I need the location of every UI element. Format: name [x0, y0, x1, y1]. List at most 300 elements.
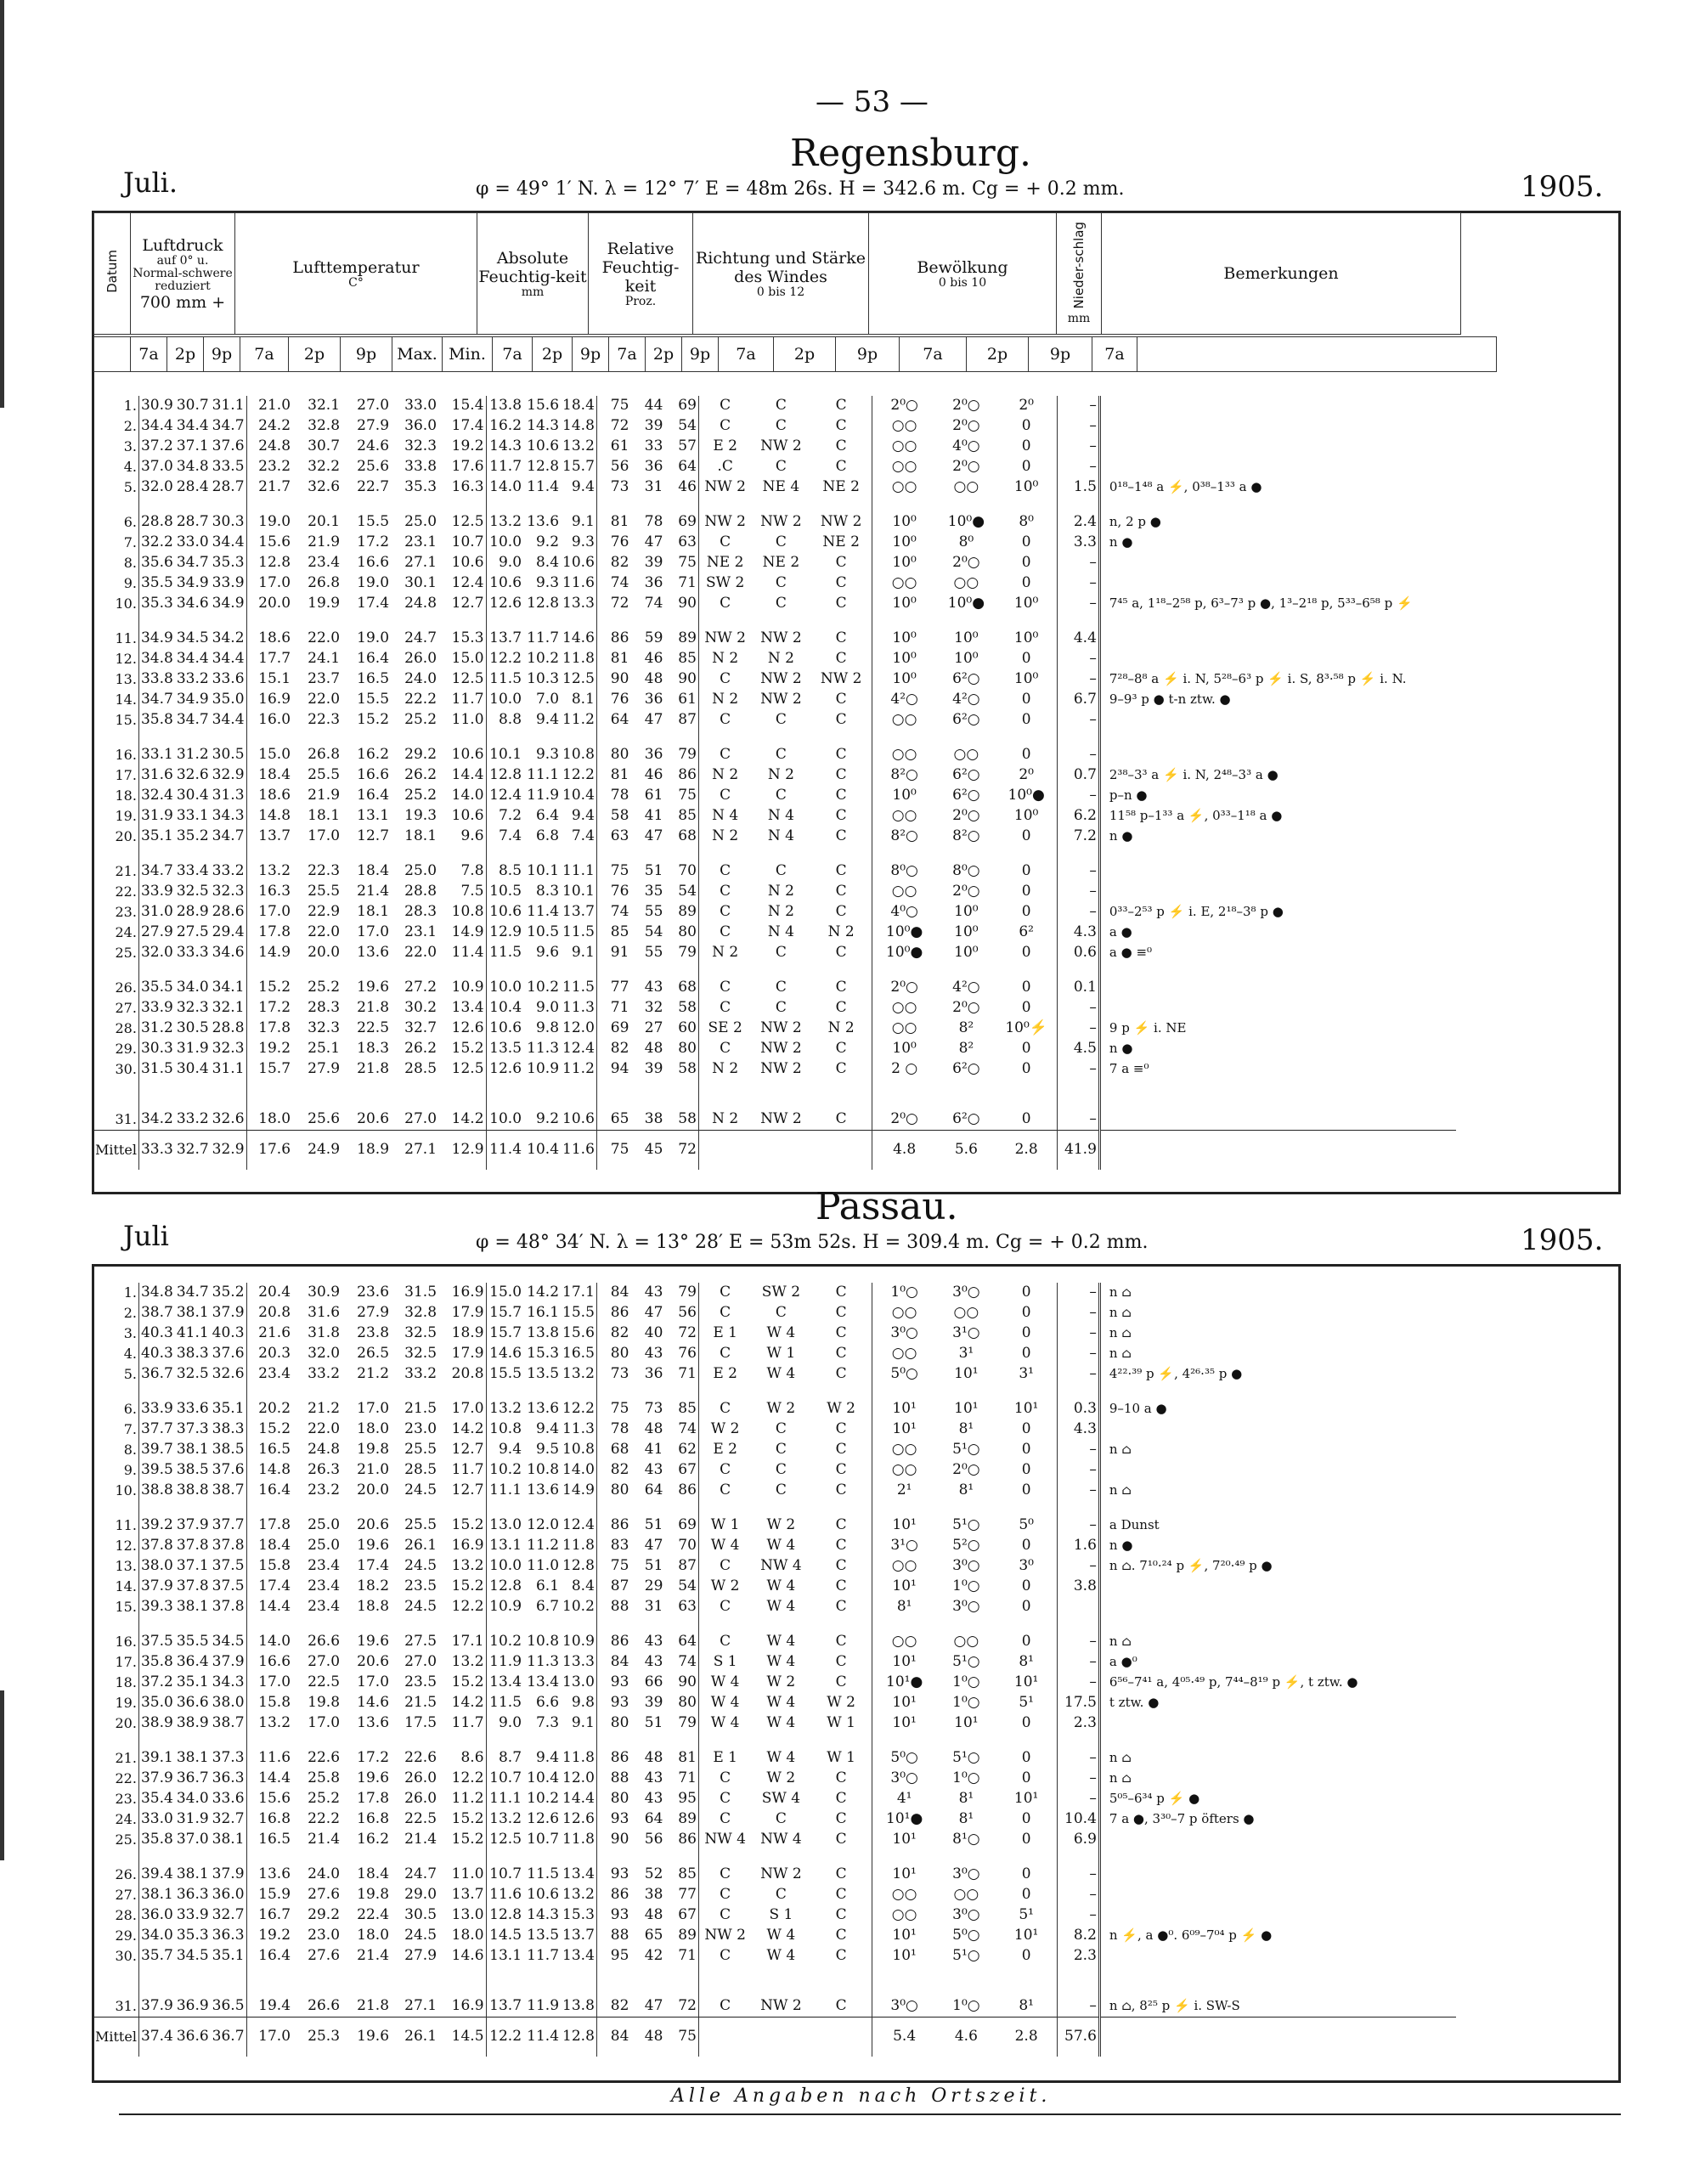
value-cell: C	[835, 629, 847, 647]
value-cell: 8²○	[952, 827, 980, 844]
value-cell: 17.0	[357, 923, 390, 940]
value-cell: 65	[644, 1926, 663, 1944]
value-cell: 14.9	[562, 1481, 595, 1498]
value-cell: 22.2	[308, 1809, 341, 1827]
value-cell: 34.3	[212, 1673, 245, 1690]
value-cell: 6²○	[952, 669, 980, 687]
value-cell: 0	[1021, 902, 1031, 920]
spacer-cell	[630, 730, 664, 745]
value-cell: 2⁰○	[872, 1109, 936, 1130]
spacer-cell	[872, 1500, 936, 1515]
spacer-cell	[341, 1966, 391, 1981]
value-cell: 8¹	[1019, 1653, 1034, 1671]
spacer-cell	[561, 1733, 596, 1748]
value-cell: 22.0	[404, 943, 437, 961]
value-cell: 12.7	[451, 1481, 484, 1498]
value-cell: 0	[1021, 1713, 1031, 1731]
value-cell: 8²○	[872, 765, 936, 786]
value-cell: 5.4	[872, 2017, 936, 2057]
value-cell: 16.9	[451, 1537, 484, 1555]
value-cell: 34.4	[212, 650, 245, 668]
value-cell: 13.2	[486, 1809, 523, 1829]
spacer-cell	[175, 1849, 211, 1865]
value-cell: 7.2	[486, 805, 523, 826]
remarks-cell: n ⚡, a ●⁰. 6⁰⁹–7⁰⁴ p ⚡ ●	[1099, 1925, 1456, 1945]
value-cell: 10⁰	[872, 669, 936, 690]
value-cell: 95	[596, 1945, 630, 1966]
value-cell: 13.2	[451, 1653, 484, 1671]
value-cell: 35.0	[138, 1692, 174, 1713]
remarks-cell	[1099, 745, 1456, 765]
value-cell: 32.2	[138, 533, 174, 553]
value-cell: 36	[644, 690, 663, 708]
value-cell: 10.2	[562, 1597, 595, 1615]
value-cell: 42	[644, 1946, 663, 1964]
spacer-cell	[292, 1981, 341, 1996]
spacer-cell	[698, 962, 751, 978]
spacer-cell	[872, 1849, 936, 1865]
value-cell: 10¹	[872, 1399, 936, 1419]
value-cell: 89	[678, 1926, 697, 1944]
spacer-cell	[996, 730, 1057, 745]
remarks-cell: n ⌂	[1099, 1480, 1456, 1500]
value-cell: 11.0	[527, 1556, 560, 1574]
value-cell: 35.3	[212, 553, 245, 571]
table-row	[93, 1769, 1456, 1789]
value-cell: 20.8	[246, 1303, 292, 1323]
value-cell: 34.7	[176, 710, 209, 728]
value-cell: 34.9	[176, 690, 209, 708]
value-cell: 31.9	[138, 805, 174, 826]
value-cell: 14.5	[486, 1925, 523, 1945]
spacer-cell	[391, 1981, 438, 1996]
spacer-cell	[936, 1094, 996, 1109]
value-cell: 34.6	[176, 594, 209, 612]
value-cell: 2.8	[996, 1130, 1057, 1170]
remarks-cell: n ⌂	[1099, 1748, 1456, 1769]
value-cell: C	[775, 1481, 787, 1498]
value-cell: 16.8	[357, 1809, 390, 1827]
spacer-cell	[664, 1500, 698, 1515]
value-cell: 48	[644, 1749, 663, 1767]
value-cell: 75	[664, 2017, 698, 2057]
spacer-cell	[936, 613, 996, 629]
value-cell: 13.1	[486, 1536, 523, 1556]
value-cell: 16.5	[357, 669, 390, 687]
spacer-cell	[138, 1617, 174, 1632]
spacer-cell	[175, 613, 211, 629]
value-cell: 0	[1021, 1110, 1031, 1128]
value-cell: 10¹	[1013, 1789, 1039, 1807]
value-cell: 14.2	[451, 1693, 484, 1711]
date-cell: 10.	[115, 595, 137, 612]
value-cell: 37.5	[212, 1556, 245, 1574]
value-cell: 38.5	[212, 1440, 245, 1458]
value-cell: 10⁰	[872, 786, 936, 806]
value-cell: ○○	[872, 1632, 936, 1652]
value-cell: 61	[678, 690, 697, 708]
value-cell: 19.0	[357, 629, 390, 647]
value-cell: 10.6	[451, 553, 484, 571]
value-cell: 8²	[958, 1019, 974, 1036]
value-cell: –	[1057, 593, 1099, 613]
value-cell: C	[835, 1946, 847, 1964]
value-cell: 10.7	[527, 1830, 560, 1848]
value-cell: 1⁰○	[952, 1693, 980, 1711]
value-cell: 69	[678, 397, 697, 415]
lufttemperatur-header-label: Lufttemperatur	[292, 257, 420, 277]
station-name: Passau.	[816, 1185, 958, 1228]
value-cell: 15.2	[451, 1577, 484, 1594]
value-cell: 27.0	[357, 397, 390, 415]
value-cell: 36	[644, 746, 663, 764]
value-cell: 30.4	[176, 1059, 209, 1077]
value-cell: 10⁰●	[872, 942, 936, 962]
value-cell: 32.9	[211, 1130, 246, 1170]
date-cell: 21.	[115, 1750, 137, 1767]
value-cell: 10¹	[872, 1576, 936, 1596]
value-cell: 7.8	[460, 862, 484, 880]
spacer-cell	[596, 1500, 630, 1515]
spacer-cell	[751, 1849, 810, 1865]
table-row	[93, 1419, 1456, 1440]
value-cell: 9.4	[535, 1420, 560, 1438]
value-cell: 13.1	[486, 1945, 523, 1966]
spacer-cell	[246, 1733, 292, 1748]
value-cell: 31.8	[308, 1323, 341, 1341]
spacer-cell	[872, 1094, 936, 1109]
spacer-cell	[211, 962, 246, 978]
group-spacer	[93, 1617, 1456, 1632]
value-cell: 51	[644, 1556, 663, 1574]
lufttemperatur-header-unit: C°	[348, 275, 364, 290]
value-cell: 4²○	[952, 979, 980, 996]
value-cell: 21.4	[357, 883, 390, 900]
value-cell: 0	[1021, 1769, 1031, 1787]
value-cell: 13.4	[451, 999, 484, 1017]
value-cell: ○○	[872, 1885, 936, 1905]
value-cell: 43	[644, 979, 663, 996]
value-cell: –	[1057, 1440, 1099, 1460]
spacer-cell	[936, 846, 996, 861]
spacer-cell	[1057, 1500, 1099, 1515]
value-cell: 75	[678, 553, 697, 571]
table-row	[93, 437, 1456, 457]
spacer-cell	[341, 1500, 391, 1515]
value-cell: 2⁰○	[952, 999, 980, 1017]
value-cell: 10¹	[954, 1400, 979, 1418]
group-spacer	[93, 1079, 1456, 1094]
value-cell: 16.4	[246, 1945, 292, 1966]
value-cell: 10⁰	[954, 650, 979, 668]
value-cell: 5⁰○	[872, 1363, 936, 1384]
value-cell: 10.0	[486, 689, 523, 709]
value-cell: 18.4	[246, 765, 292, 786]
value-cell: 12.5	[562, 669, 595, 687]
spacer-cell	[341, 1079, 391, 1094]
value-cell: 26.1	[391, 2017, 438, 2057]
value-cell: 80	[596, 1343, 630, 1363]
value-cell: 4.5	[1057, 1038, 1099, 1058]
value-cell: SW 2	[698, 573, 751, 593]
value-cell: 34.7	[176, 553, 209, 571]
value-cell: 35.5	[176, 1633, 209, 1651]
value-cell: 21.5	[404, 1400, 437, 1418]
spacer-cell	[1099, 1981, 1456, 1996]
value-cell: 9.0	[486, 553, 523, 573]
value-cell: 11.5	[562, 979, 595, 996]
table-row	[93, 1829, 1456, 1849]
value-cell: 34.9	[138, 629, 174, 649]
value-cell: 35.6	[138, 553, 174, 573]
value-cell: 33.9	[176, 1905, 209, 1923]
spacer-cell	[664, 1384, 698, 1399]
spacer-cell	[664, 730, 698, 745]
table-row	[93, 1556, 1456, 1577]
value-cell: 19.8	[357, 1440, 390, 1458]
value-cell: 2⁰○	[952, 883, 980, 900]
value-cell: 80	[678, 923, 697, 940]
value-cell: 2⁰○	[952, 417, 980, 435]
value-cell: NW 2	[698, 477, 751, 497]
value-cell: NW 2	[760, 1019, 802, 1036]
value-cell: 9.3	[535, 746, 560, 764]
spacer-cell	[211, 1733, 246, 1748]
value-cell: ○○	[872, 1303, 936, 1323]
value-cell: 13.2	[562, 1364, 595, 1382]
value-cell: 1⁰○	[952, 1673, 980, 1690]
value-cell: 43	[644, 1344, 663, 1362]
value-cell: 58	[678, 999, 697, 1017]
value-cell: 22.0	[308, 923, 341, 940]
value-cell: 8¹	[958, 1789, 974, 1807]
spacer-cell	[292, 613, 341, 629]
spacer-cell	[438, 846, 486, 861]
value-cell: W 4	[766, 1577, 796, 1594]
date-cell: 21.	[115, 863, 137, 880]
value-cell: 8.5	[486, 861, 523, 882]
spacer-cell	[698, 1094, 751, 1109]
value-cell: 10.1	[486, 745, 523, 765]
value-cell: NE 4	[762, 477, 800, 495]
value-cell: 10.0	[486, 1109, 523, 1130]
value-cell: 72	[678, 1997, 697, 2015]
value-cell: 32.5	[404, 1344, 437, 1362]
value-cell: 27.1	[391, 1130, 438, 1170]
value-cell: 4.3	[1057, 1419, 1099, 1440]
datum-header	[94, 213, 131, 335]
value-cell: 24.9	[292, 1130, 341, 1170]
value-cell: 15.6	[246, 533, 292, 553]
value-cell: 3⁰○	[872, 1996, 936, 2017]
value-cell: C	[698, 786, 751, 806]
value-cell: 18.4	[357, 862, 390, 880]
value-cell: 3⁰○	[872, 1769, 936, 1789]
value-cell: 22.0	[308, 1420, 341, 1438]
value-cell: 38.7	[212, 1713, 245, 1731]
value-cell: W 4	[766, 1713, 796, 1731]
value-cell: C	[698, 396, 751, 416]
spacer-cell	[93, 1966, 138, 1981]
spacer-cell	[810, 846, 872, 861]
value-cell: 11.0	[451, 1865, 484, 1883]
value-cell: –	[1057, 1673, 1099, 1693]
value-cell: 77	[678, 1886, 697, 1904]
value-cell: C	[835, 883, 847, 900]
spacer-cell	[438, 497, 486, 512]
value-cell: 11.3	[527, 1039, 560, 1057]
group-spacer	[93, 730, 1456, 745]
value-cell: –	[1057, 1303, 1099, 1323]
value-cell: 13.2	[486, 512, 523, 533]
value-cell: 9.3	[571, 533, 595, 551]
spacer-cell	[751, 1500, 810, 1515]
value-cell: 10.6	[486, 902, 523, 923]
value-cell: 2.3	[1057, 1713, 1099, 1733]
value-cell: 31.0	[138, 902, 174, 923]
table-row	[93, 477, 1456, 497]
value-cell: 11.7	[451, 1713, 484, 1731]
spacer-cell	[751, 730, 810, 745]
date-cell: 11.	[115, 630, 137, 647]
value-cell: C	[775, 594, 787, 612]
spacer-cell	[751, 1094, 810, 1109]
value-cell: 5⁰	[1019, 1516, 1034, 1534]
value-cell: 11.2	[562, 710, 595, 728]
subheader-cell: 7a	[493, 337, 533, 372]
value-cell: 14.3	[486, 437, 523, 457]
table-row	[93, 512, 1456, 533]
spacer-cell	[292, 730, 341, 745]
spacer-cell	[391, 1849, 438, 1865]
value-cell: 2⁰	[1019, 766, 1034, 784]
value-cell: 22.7	[357, 477, 390, 495]
value-cell: 3⁰○	[952, 1865, 980, 1883]
spacer-cell	[630, 497, 664, 512]
date-cell: 24.	[115, 923, 137, 940]
spacer-cell	[630, 1849, 664, 1865]
date-cell: 6.	[123, 1401, 137, 1418]
value-cell: 33.2	[404, 1364, 437, 1382]
value-cell: 14.8	[562, 417, 595, 435]
remarks-cell	[1099, 416, 1456, 437]
value-cell: 94	[596, 1058, 630, 1079]
value-cell: 12.6	[486, 593, 523, 613]
spacer-cell	[810, 1500, 872, 1515]
value-cell: 8¹	[1019, 1997, 1034, 2015]
value-cell: 36.0	[138, 1905, 174, 1926]
value-cell: 71	[678, 573, 697, 591]
value-cell: 10.1	[562, 883, 595, 900]
group-spacer	[93, 1733, 1456, 1748]
value-cell: 13.7	[562, 902, 595, 920]
value-cell: 86	[596, 1885, 630, 1905]
value-cell: 2.4	[1057, 512, 1099, 533]
value-cell: C	[698, 861, 751, 882]
remarks-cell	[1099, 1459, 1456, 1480]
value-cell: 15.5	[357, 690, 390, 708]
value-cell: 85	[678, 1400, 697, 1418]
value-cell: 23.8	[357, 1323, 390, 1341]
value-cell: 37.6	[212, 437, 245, 454]
value-cell: 1.6	[1057, 1536, 1099, 1556]
remarks-cell: 7 a ●, 3³⁰–7 p öfters ●	[1099, 1809, 1456, 1829]
value-cell: 16.6	[246, 1652, 292, 1673]
value-cell: 39.7	[138, 1440, 174, 1460]
value-cell: 11.7	[451, 1460, 484, 1478]
date-cell: 9.	[123, 1461, 137, 1478]
value-cell: 10¹	[954, 1713, 979, 1731]
table-row	[93, 978, 1456, 998]
group-spacer	[93, 1384, 1456, 1399]
value-cell: 24.5	[404, 1481, 437, 1498]
spacer-cell	[246, 962, 292, 978]
subheader-cell: 7a	[240, 337, 289, 372]
value-cell: 10.7	[451, 533, 484, 551]
value-cell: 15.0	[451, 650, 484, 668]
value-cell: 17.4	[357, 594, 390, 612]
table-row	[93, 1713, 1456, 1733]
remarks-cell: 7²⁸–8⁸ a ⚡ i. N, 5²⁸–6³ p ⚡ i. S, 8³·⁵⁸ p ⚡ i. N.	[1099, 669, 1456, 690]
value-cell: 75	[596, 1130, 630, 1170]
value-cell: NW 2	[760, 437, 802, 454]
value-cell: 25.2	[404, 710, 437, 728]
table-row	[93, 786, 1456, 806]
station-coordinates: φ = 48° 34′ N. λ = 13° 28′ E = 53m 52s. H = 309.4 m. Cg = + 0.2 mm.	[476, 1232, 1149, 1253]
value-cell: 38.9	[176, 1713, 209, 1731]
value-cell: 13.6	[527, 1400, 560, 1418]
value-cell: W 4	[766, 1633, 796, 1651]
spacer-cell	[936, 1384, 996, 1399]
value-cell: 41	[644, 806, 663, 824]
value-cell: 6²○	[952, 766, 980, 784]
value-cell: 16.2	[486, 416, 523, 437]
date-cell: 12.	[115, 651, 137, 668]
value-cell: 8¹	[958, 1481, 974, 1498]
value-cell: 91	[596, 942, 630, 962]
value-cell: 24.6	[357, 437, 390, 454]
value-cell: 6²○	[952, 1059, 980, 1077]
spacer-cell	[486, 1981, 523, 1996]
value-cell: 12.6	[527, 1809, 560, 1827]
value-cell: 19.6	[341, 2017, 391, 2057]
remarks-cell: 7 a ≡⁰	[1099, 1058, 1456, 1079]
value-cell: 17.8	[246, 1019, 292, 1039]
absolute-feuchtigkeit-header-label: Absolute Feuchtig-keit	[478, 248, 587, 286]
value-cell: 38.5	[176, 1460, 209, 1478]
spacer-cell	[810, 730, 872, 745]
value-cell: 11.8	[562, 1830, 595, 1848]
value-cell: 22.0	[308, 629, 341, 647]
spacer-cell	[1057, 497, 1099, 512]
date-cell: 8.	[123, 554, 137, 571]
spacer-cell	[175, 1384, 211, 1399]
value-cell: 93	[596, 1905, 630, 1926]
value-cell: 8²	[958, 1039, 974, 1057]
date-cell: 14.	[115, 691, 137, 708]
spacer-cell	[138, 1733, 174, 1748]
value-cell: 35.2	[212, 1284, 245, 1301]
value-cell: 10¹	[872, 1515, 936, 1536]
value-cell: 33.6	[212, 669, 245, 687]
spacer-cell	[438, 1079, 486, 1094]
value-cell: 13.2	[451, 1556, 484, 1574]
value-cell: C	[835, 1926, 847, 1944]
value-cell: 19.6	[357, 1769, 390, 1787]
spacer-cell	[138, 1966, 174, 1981]
value-cell: 6.8	[535, 827, 560, 844]
value-cell: 93	[596, 1865, 630, 1885]
